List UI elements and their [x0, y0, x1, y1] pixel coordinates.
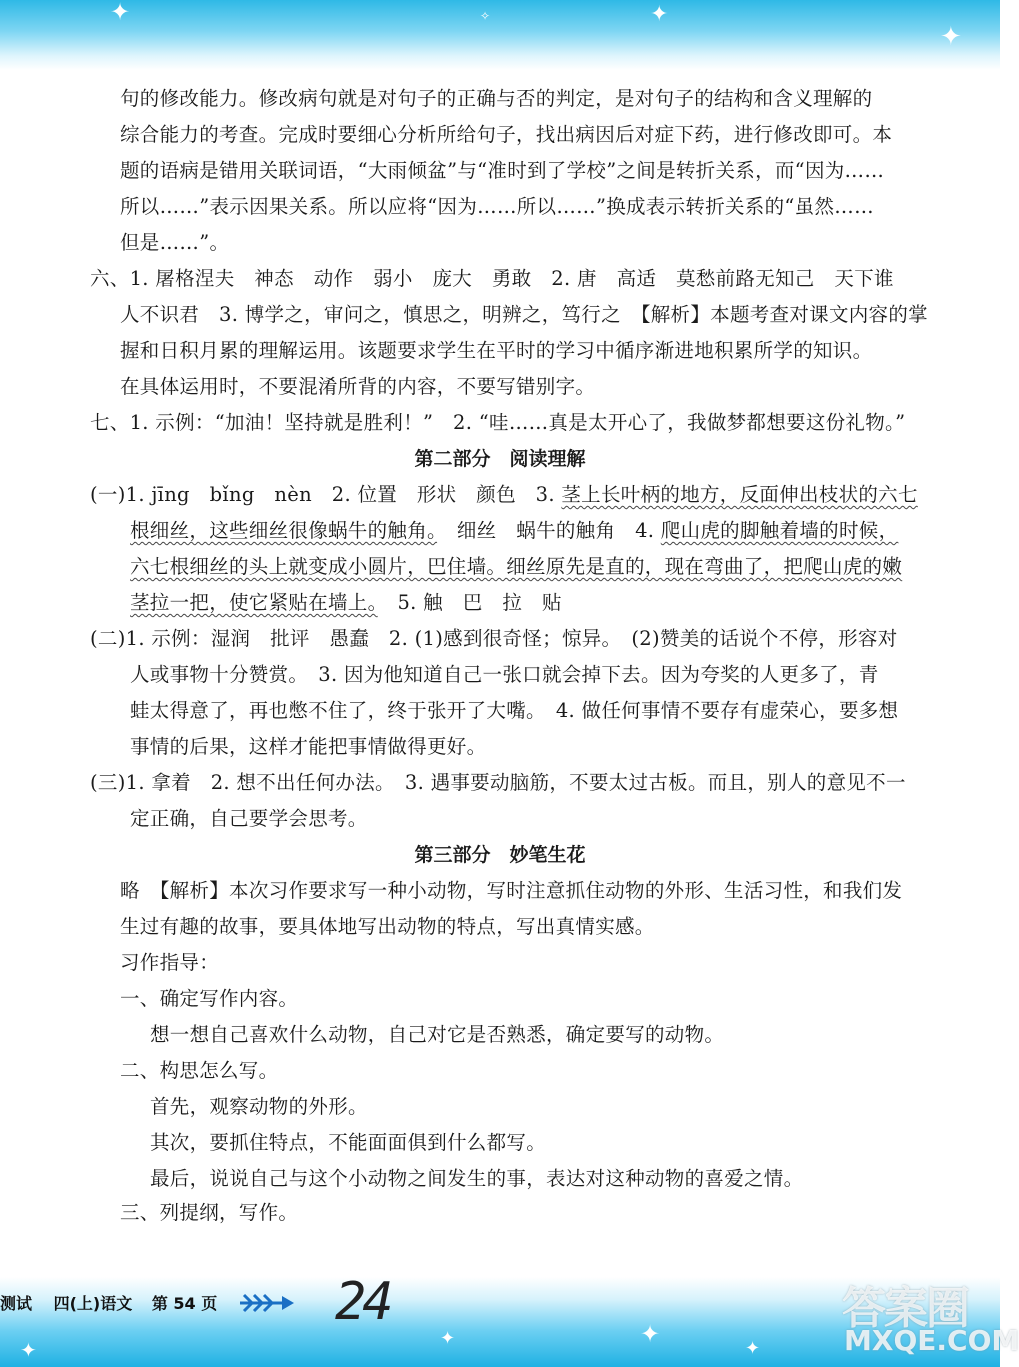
writing-analysis-line: 生过有趣的故事，要具体地写出动物的特点，写出真情实感。 — [120, 915, 655, 938]
double-arrow-icon — [238, 1292, 298, 1314]
reading-q1-line — [130, 518, 898, 544]
footer-series: 测试 — [0, 1294, 33, 1313]
footer-grade: 四(上)语文 — [53, 1294, 133, 1313]
analysis-line: 句的修改能力。修改病句就是对句子的正确与否的判定，是对句子的结构和含义理解的 — [120, 87, 873, 110]
watermark-logo-text: 答案圈 — [842, 1283, 968, 1334]
reading-q1-underlined: 茎拉一把，使它紧贴在墙上。 — [130, 591, 378, 614]
watermark-url: MXQE.COM — [844, 1324, 1019, 1357]
writing-step-text: 想一想自己喜欢什么动物，自己对它是否熟悉，确定要写的动物。 — [150, 1023, 725, 1046]
reading-q1-line — [130, 554, 902, 580]
reading-q1-text: 5. 触 巴 拉 贴 — [377, 591, 562, 614]
sparkle-icon: ✦ — [650, 2, 669, 27]
page-footer — [0, 1290, 223, 1318]
sparkle-icon: ✦ — [440, 1328, 456, 1349]
top-decorative-band — [0, 0, 1000, 70]
reading-q1-underlined: 爬山虎的脚触着墙的时候， — [660, 519, 899, 542]
sparkle-icon: ✦ — [640, 1320, 661, 1348]
sparkle-icon: ✦ — [745, 1338, 761, 1359]
writing-guide-title: 习作指导： — [120, 951, 220, 974]
writing-step: 一、确定写作内容。 — [120, 987, 299, 1010]
reading-q3-line: 定正确，自己要学会思考。 — [130, 807, 368, 830]
reading-q3-line: (三)1. 拿着 2. 想不出任何办法。 3. 遇事要动脑筋，不要太过古板。而且，别人的意见不一 — [90, 771, 906, 794]
section-seven-line: 七、1. 示例：“加油！坚持就是胜利！” 2. “哇……真是太开心了，我做梦都想要这份礼物。” — [90, 411, 906, 434]
reading-q1-text: 细丝 蜗牛的触角 4. — [437, 519, 661, 542]
footer-page-number: 第 54 页 — [151, 1294, 218, 1313]
sparkle-icon: ✦ — [110, 0, 131, 26]
section-six-line: 在具体运用时，不要混淆所背的内容，不要写错别字。 — [120, 375, 596, 398]
section-six-line: 握和日积月累的理解运用。该题要求学生在平时的学习中循序渐进地积累所学的知识。 — [120, 339, 873, 362]
reading-q2-line: 人或事物十分赞赏。 3. 因为他知道自己一张口就会掉下去。因为夸奖的人更多了，青 — [130, 663, 879, 686]
analysis-line: 题的语病是错用关联词语，“大雨倾盆”与“准时到了学校”之间是转折关系，而“因为…… — [120, 159, 885, 182]
reading-q2-line: (二)1. 示例：湿润 批评 愚蠢 2. (1)感到很奇怪；惊异。 (2)赞美的话说个不停，形容对 — [90, 627, 898, 650]
section-six-line: 人不识君 3. 博学之，审问之，慎思之，明辨之，笃行之 【解析】本题考查对课文内容的掌 — [120, 303, 928, 326]
reading-q2-line: 事情的后果，这样才能把事情做得更好。 — [130, 735, 487, 758]
writing-step: 三、列提纲，写作。 — [120, 1201, 299, 1224]
section-six-line: 六、1. 屠格涅夫 神态 动作 弱小 庞大 勇敢 2. 唐 高适 莫愁前路无知己 天下谁 — [90, 267, 894, 290]
reading-q1-underlined: 茎上长叶柄的地方，反面伸出枝状的六七 — [561, 483, 918, 506]
writing-step-text: 最后，说说自己与这个小动物之间发生的事，表达对这种动物的喜爱之情。 — [150, 1167, 804, 1190]
part-three-heading: 第三部分 妙笔生花 — [414, 844, 586, 866]
writing-analysis-line: 略 【解析】本次习作要求写一种小动物，写时注意抓住动物的外形、生活习性，和我们发 — [120, 879, 903, 902]
analysis-line: 综合能力的考查。完成时要细心分析所给句子，找出病因后对症下药，进行修改即可。本 — [120, 123, 893, 146]
reading-q1-line — [90, 482, 918, 508]
site-watermark — [830, 1272, 1019, 1362]
sparkle-icon: ✧ — [480, 9, 491, 23]
analysis-line: 所以……”表示因果关系。所以应将“因为……所以……”换成表示转折关系的“虽然…… — [120, 195, 874, 218]
writing-step-text: 首先，观察动物的外形。 — [150, 1095, 368, 1118]
reading-q1-line — [130, 590, 562, 616]
handwritten-page-number: 24 — [335, 1272, 390, 1332]
part-two-heading: 第二部分 阅读理解 — [414, 448, 586, 470]
writing-step: 二、构思怎么写。 — [120, 1059, 279, 1082]
sparkle-icon: ✦ — [940, 22, 962, 52]
writing-step-text: 其次，要抓住特点，不能面面俱到什么都写。 — [150, 1131, 547, 1154]
analysis-line: 但是……”。 — [120, 231, 230, 254]
reading-q1-underlined: 根细丝，这些细丝很像蜗牛的触角。 — [130, 519, 438, 542]
reading-q1-text: (一)1. jīng bǐng nèn 2. 位置 形状 颜色 3. — [90, 483, 562, 506]
reading-q2-line: 蛙太得意了，再也憋不住了，终于张开了大嘴。 4. 做任何事情不要存有虚荣心，要多想 — [130, 699, 899, 722]
reading-q1-underlined: 六七根细丝的头上就变成小圆片，巴住墙。细丝原先是直的，现在弯曲了，把爬山虎的嫩 — [130, 555, 903, 578]
sparkle-icon: ✦ — [20, 1338, 37, 1362]
